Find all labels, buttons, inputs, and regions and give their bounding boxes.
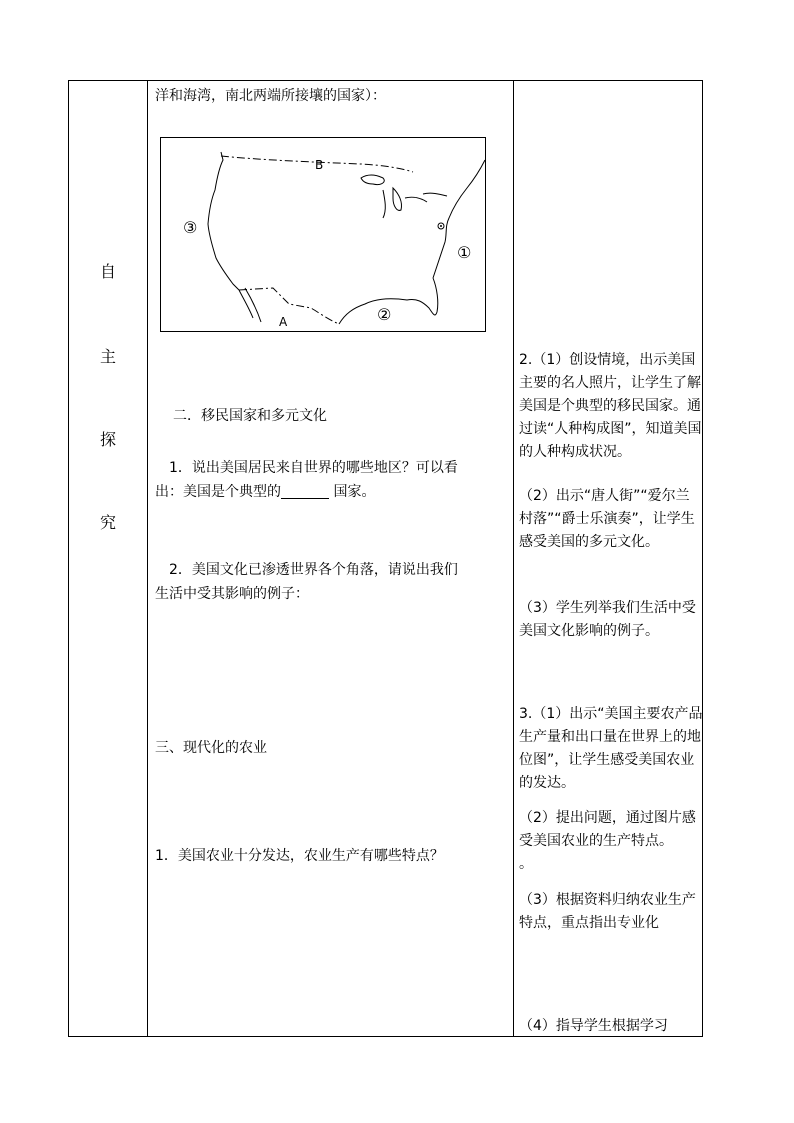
question-line-top: 洋和海湾，南北两端所接壤的国家）：: [155, 88, 386, 104]
section-3-title: 三、现代化的农业: [155, 740, 267, 756]
usa-outline-map: [160, 137, 486, 332]
teaching-note-2: （2）出示“唐人街”“爱尔兰村落”“爵士乐演奏”，让学生感受美国的多元文化。: [519, 488, 695, 550]
teaching-note-7: （4）指导学生根据学习: [519, 1018, 668, 1034]
usa-map-drawing: [161, 138, 485, 331]
teaching-note-6: （3）根据资料归纳农业生产特点，重点指出专业化: [519, 892, 696, 931]
teaching-note-5: （2）提出问题，通过图片感受美国农业的生产特点。 。: [519, 810, 696, 872]
answer-blank[interactable]: [281, 484, 329, 499]
map-label-1: ①: [457, 243, 472, 262]
teaching-note-1: 2.（1）创设情境，出示美国主要的名人照片，让学生了解美国是个典型的移民国家。通过读“人种构成图”，知道美国的人种构成状况。: [519, 352, 702, 460]
map-label-3: ③: [183, 218, 198, 237]
column-divider-right: [513, 81, 514, 1036]
side-label-char-2: 主: [99, 347, 116, 366]
map-label-b: B: [315, 158, 324, 172]
lesson-table: [68, 80, 703, 1037]
question-1-prefix: 出：美国是个典型的: [155, 484, 281, 500]
side-label-char-3: 探: [99, 430, 116, 449]
question-3: 1．美国农业十分发达，农业生产有哪些特点？: [155, 848, 444, 864]
map-label-a: A: [279, 315, 288, 329]
question-2-line-1: 2．美国文化已渗透世界各个角落，请说出我们: [169, 562, 458, 578]
question-2-line-2: 生活中受其影响的例子：: [155, 586, 309, 602]
teaching-note-3: （3）学生列举我们生活中受美国文化影响的例子。: [519, 600, 696, 639]
map-label-2: ②: [377, 305, 392, 324]
column-divider-left: [147, 81, 148, 1036]
question-1-suffix: 国家。: [329, 484, 376, 500]
question-1-line-1: 1．说出美国居民来自世界的哪些地区？可以看: [169, 460, 458, 476]
question-1-line-2: [155, 481, 375, 504]
side-label-char-4: 究: [99, 513, 116, 532]
section-2-title: 二．移民国家和多元文化: [173, 408, 327, 424]
teaching-note-4: 3.（1）出示“美国主要农产品生产量和出口量在世界上的地位图”，让学生感受美国农业的发达。: [519, 706, 703, 791]
side-label-char-1: 自: [99, 262, 116, 281]
